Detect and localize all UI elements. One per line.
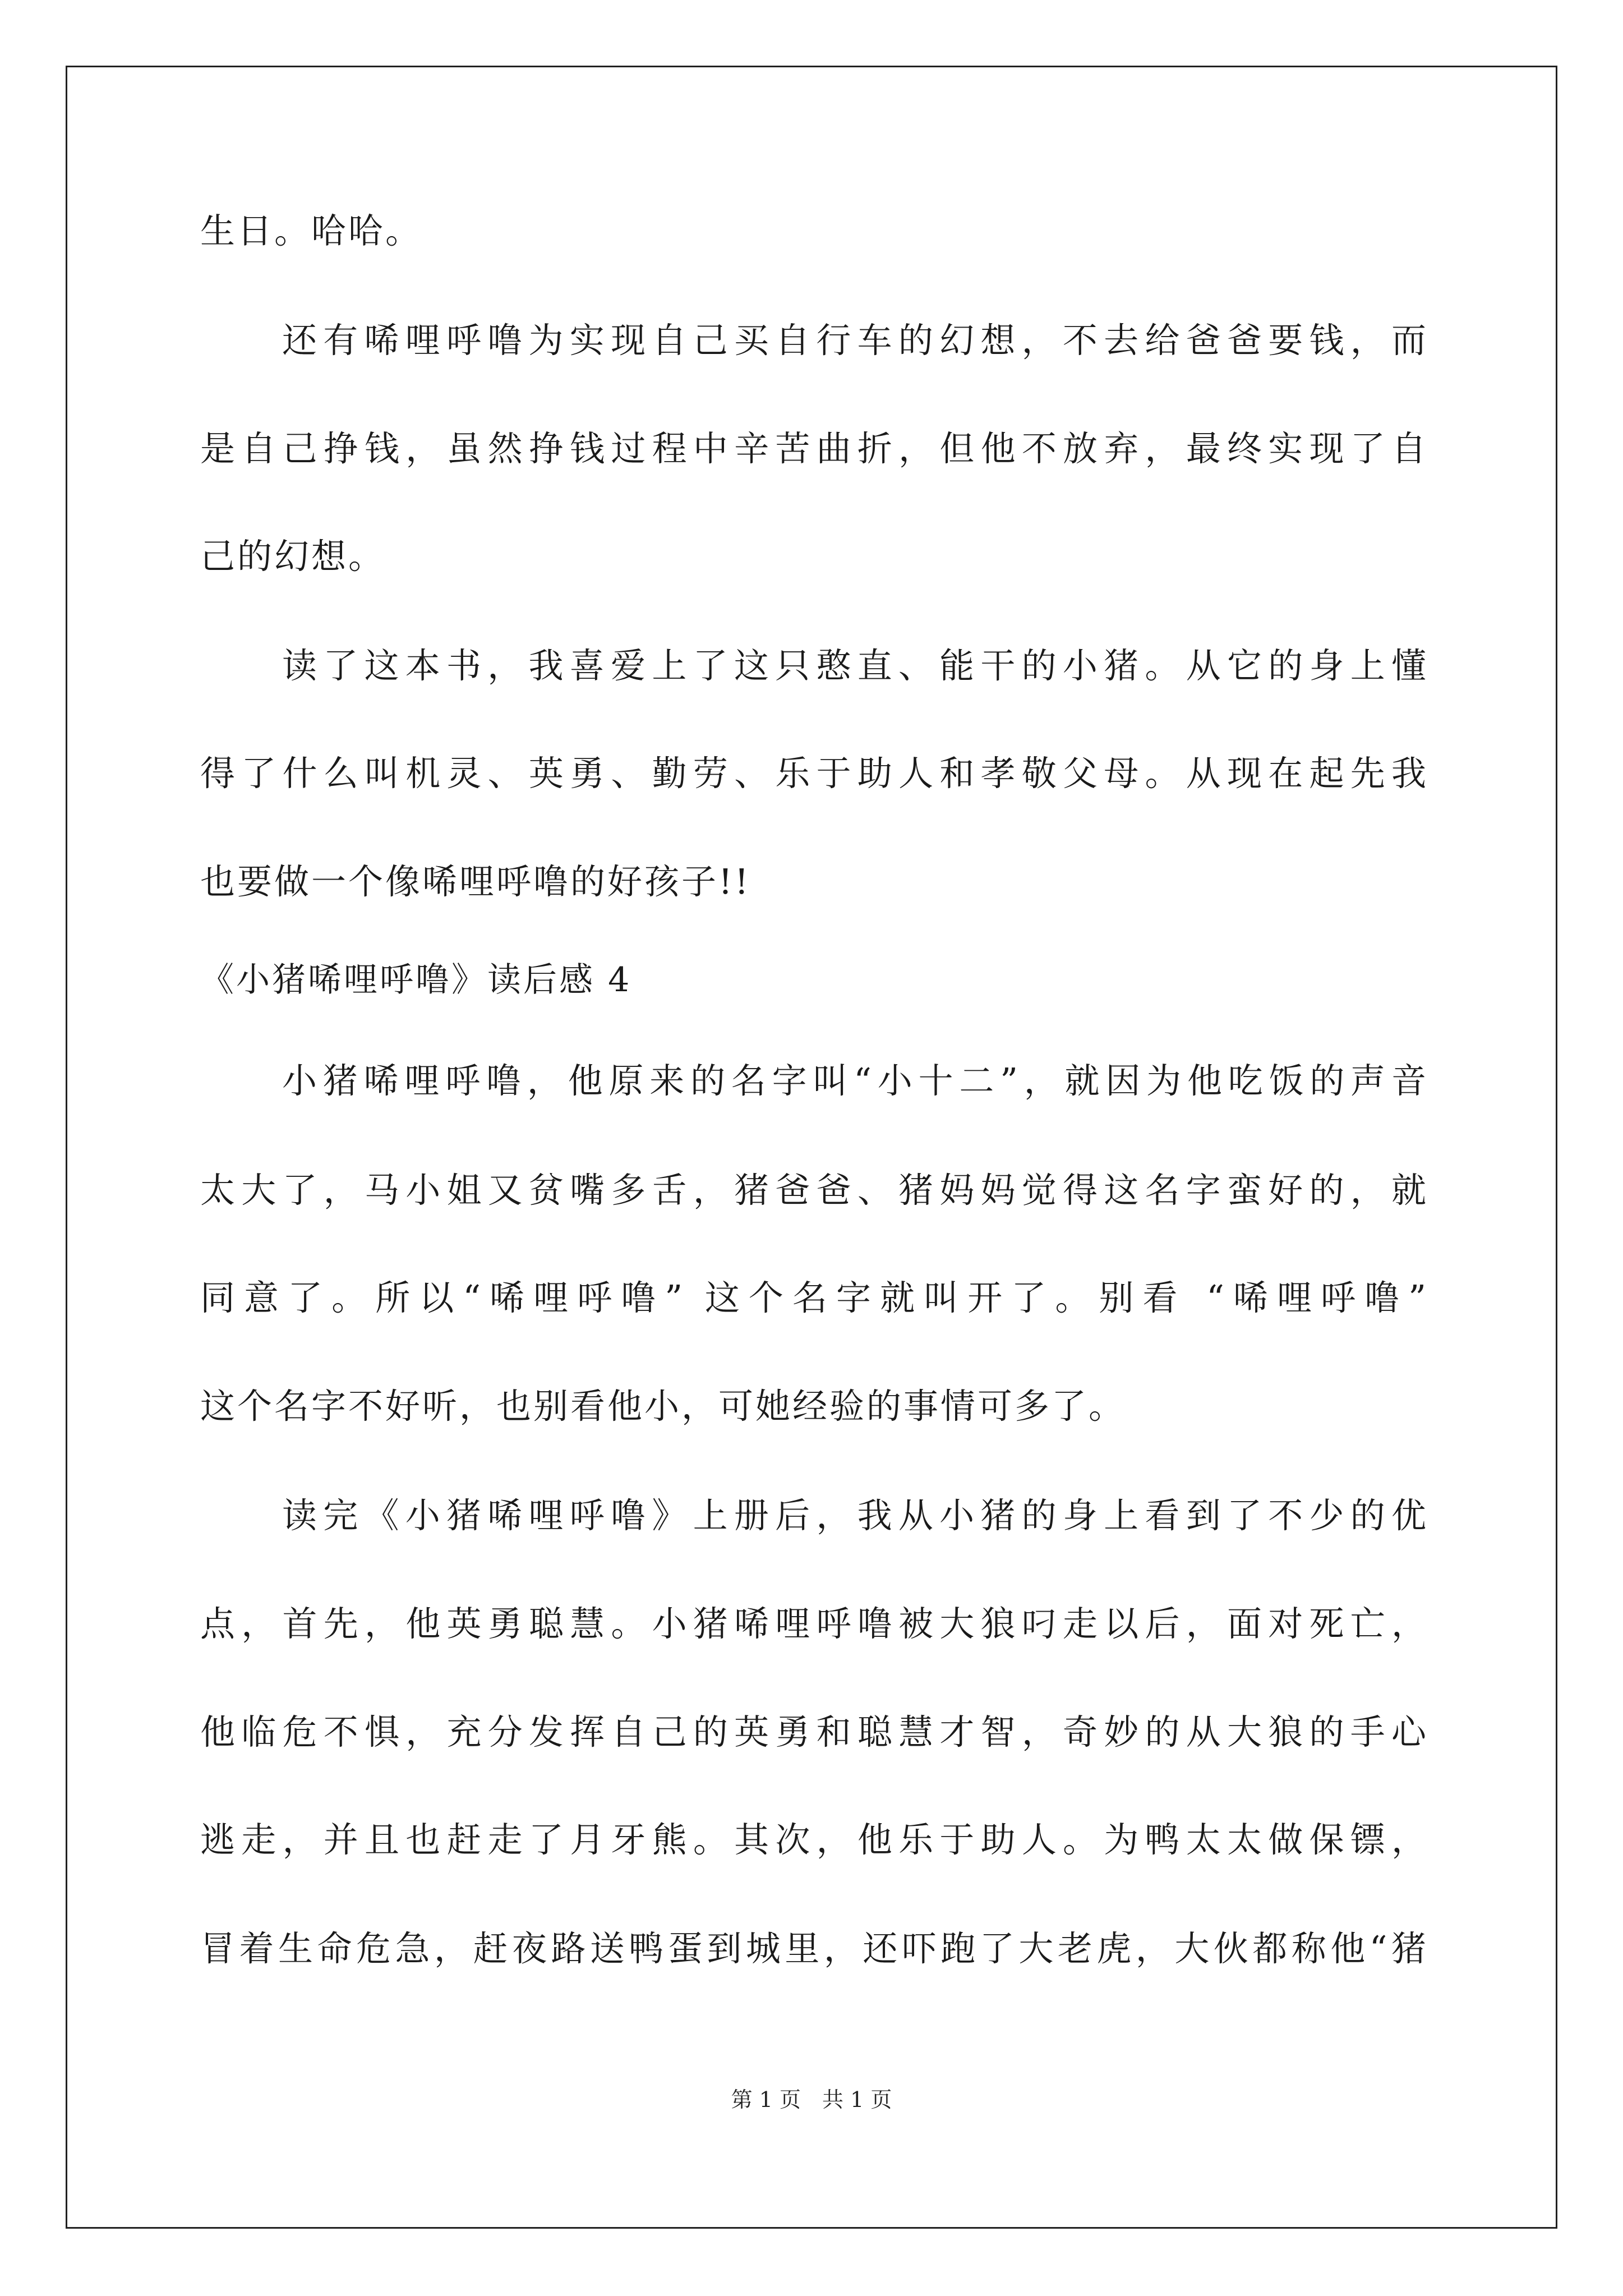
text-line: 同意了。所以“唏哩呼噜” 这个名字就叫开了。别看 “唏哩呼噜”: [200, 1277, 1428, 1318]
text-line: 是自己挣钱，虽然挣钱过程中辛苦曲折，但他不放弃，最终实现了自: [200, 428, 1428, 469]
page-border: [66, 66, 1557, 2229]
page-number-footer: 第 1 页 共 1 页: [731, 2087, 892, 2112]
paragraph-first-line: 读了这本书，我喜爱上了这只憨直、能干的小猪。从它的身上懂: [282, 645, 1428, 686]
text-line: 他临危不惧，充分发挥自己的英勇和聪慧才智，奇妙的从大狼的手心: [200, 1711, 1428, 1752]
text-line: 太大了，马小姐又贫嘴多舌，猪爸爸、猪妈妈觉得这名字蛮好的，就: [200, 1170, 1428, 1211]
paragraph-first-line: 还有唏哩呼噜为实现自己买自行车的幻想，不去给爸爸要钱，而: [282, 320, 1428, 361]
paragraph-first-line: 小猪唏哩呼噜，他原来的名字叫“小十二”，就因为他吃饭的声音: [282, 1060, 1428, 1101]
text-line: 生日。哈哈。: [200, 210, 423, 251]
text-line: 这个名字不好听，也别看他小，可她经验的事情可多了。: [200, 1386, 1126, 1427]
text-line: 冒着生命危急，赶夜路送鸭蛋到城里，还吓跑了大老虎，大伙都称他“猪: [200, 1928, 1428, 1969]
text-line: 也要做一个像唏哩呼噜的好孩子!!: [200, 861, 751, 902]
paragraph-first-line: 读完《小猪唏哩呼噜》上册后，我从小猪的身上看到了不少的优: [282, 1495, 1428, 1536]
section-heading: 《小猪唏哩呼噜》读后感 4: [200, 960, 632, 1000]
text-line: 逃走，并且也赶走了月牙熊。其次，他乐于助人。为鸭太太做保镖，: [200, 1819, 1428, 1860]
text-line: 己的幻想。: [200, 536, 386, 577]
text-line: 点，首先，他英勇聪慧。小猪唏哩呼噜被大狼叼走以后，面对死亡，: [200, 1603, 1428, 1644]
text-line: 得了什么叫机灵、英勇、勤劳、乐于助人和孝敬父母。从现在起先我: [200, 753, 1428, 794]
